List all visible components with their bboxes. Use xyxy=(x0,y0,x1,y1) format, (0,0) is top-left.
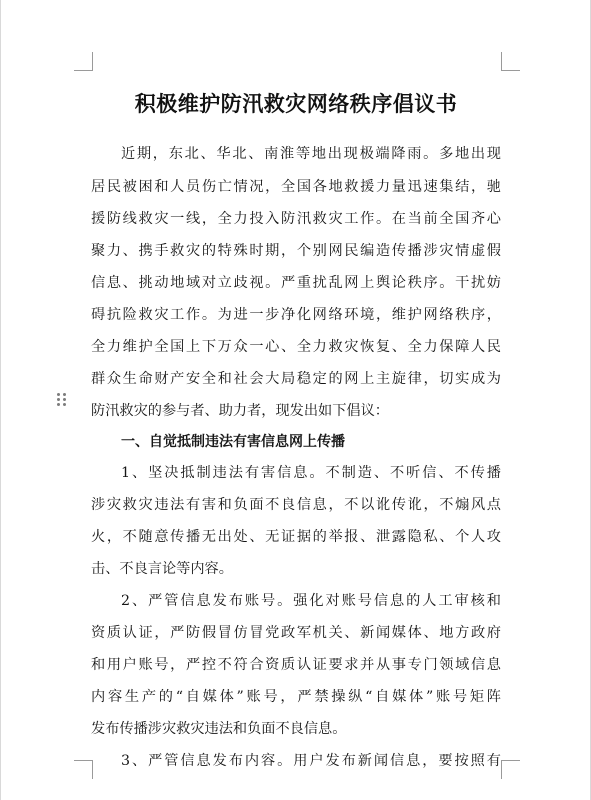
body-line: 群众生命财产安全和社会大局稳定的网上主旋律，切实成为 xyxy=(91,371,501,387)
margin-corner-top-left xyxy=(74,52,93,71)
body-line: 和用户账号，严控不符合资质认证要求并从事专门领域信息 xyxy=(91,657,501,673)
body-line: 援防线救灾一线，全力投入防汛救灾工作。在当前全国齐心 xyxy=(91,211,501,227)
body-line: 防汛救灾的参与者、助力者，现发出如下倡议： xyxy=(91,403,389,419)
document-title: 积极维护防汛救灾网络秩序倡议书 xyxy=(134,92,458,116)
body-line: 1、坚决抵制违法有害信息。不制造、不听信、不传播 xyxy=(121,465,501,481)
margin-corner-top-right xyxy=(501,52,520,71)
body-line: 击、不良言论等内容。 xyxy=(91,561,233,577)
section-heading: 一、自觉抵制违法有害信息网上传播 xyxy=(121,434,345,450)
body-line: 火，不随意传播无出处、无证据的举报、泄露隐私、个人攻 xyxy=(91,529,501,545)
body-line: 涉灾救灾违法有害和负面不良信息，不以讹传讹，不煽风点 xyxy=(91,497,501,513)
body-line: 2、严管信息发布账号。强化对账号信息的人工审核和 xyxy=(121,593,501,609)
margin-corner-bottom-left xyxy=(74,760,93,779)
body-line: 近期，东北、华北、南淮等地出现极端降雨。多地出现 xyxy=(121,146,501,162)
body-line: 资质认证，严防假冒仿冒党政军机关、新闻媒体、地方政府 xyxy=(91,625,501,641)
body-line: 全力维护全国上下万众一心、全力救灾恢复、全力保障人民 xyxy=(91,339,501,355)
body-line: 聚力、携手救灾的特殊时期，个别网民编造传播涉灾情虚假 xyxy=(91,243,501,259)
body-line: 内容生产的“自媒体”账号，严禁操纵“自媒体”账号矩阵 xyxy=(91,689,501,705)
body-line: 信息、挑动地域对立歧视。严重扰乱网上舆论秩序。干扰妨 xyxy=(91,275,501,291)
paragraph-drag-handle-icon[interactable] xyxy=(56,392,68,408)
body-line: 3、严管信息发布内容。用户发布新闻信息，要按照有 xyxy=(121,753,501,769)
margin-corner-bottom-right xyxy=(501,760,520,779)
body-line: 碍抗险救灾工作。为进一步净化网络环境，维护网络秩序， xyxy=(91,307,501,323)
body-line: 居民被困和人员伤亡情况，全国各地救援力量迅速集结，驰 xyxy=(91,179,501,195)
body-line: 发布传播涉灾救灾违法和负面不良信息。 xyxy=(91,721,347,737)
